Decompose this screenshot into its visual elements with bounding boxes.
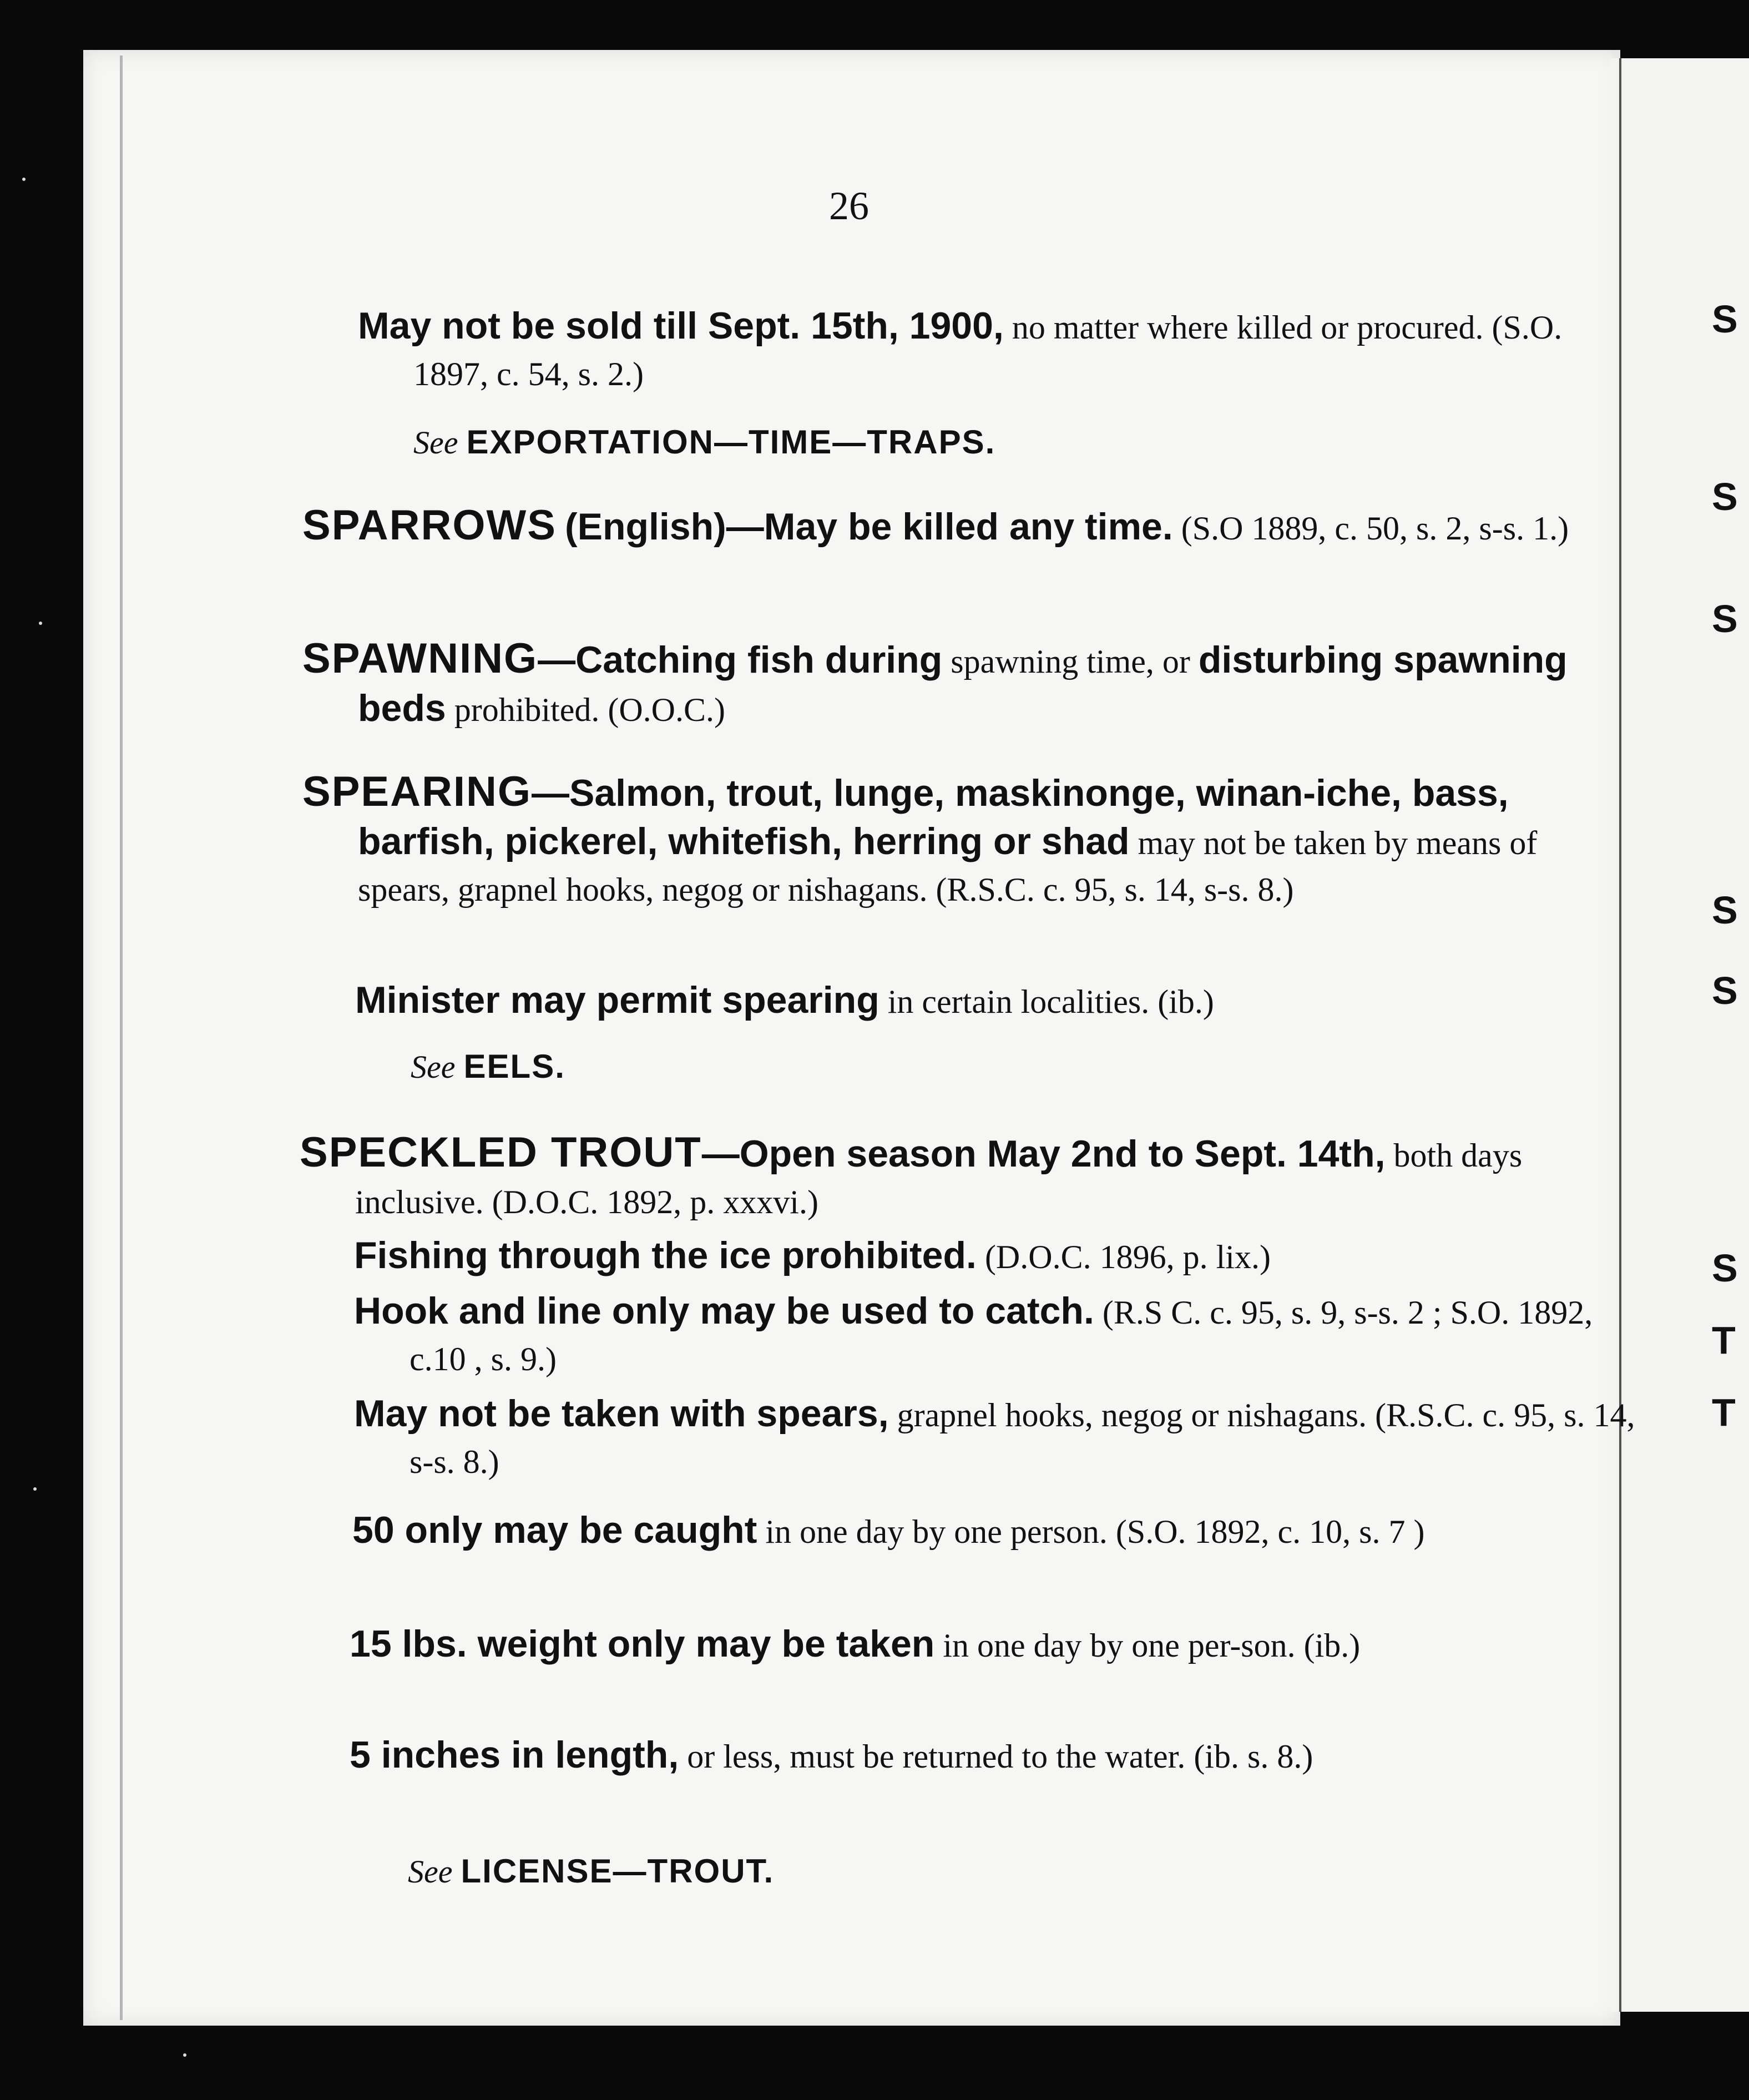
entry-bold-text: disturbing spawning beds (358, 639, 1568, 729)
entry-may-not-be-sold (302, 302, 1637, 397)
see-reference (413, 419, 1523, 466)
entry-body-text: grapnel hooks, negog or nishagans. (888, 1397, 1367, 1433)
entry-bold-text: —Open season May 2nd to Sept. 14th, (701, 1133, 1386, 1175)
scan-speck (39, 622, 42, 625)
entry-body-text: spawning time, or (942, 643, 1199, 680)
entry-spearing (247, 769, 1637, 913)
entry-bold-text: Hook and line only may be used to catch. (354, 1290, 1094, 1332)
facing-page-letter: S (1712, 597, 1739, 640)
entry-bold-text: —Catching fish during (538, 639, 943, 681)
entry-body-text: both days inclusive. (355, 1137, 1523, 1220)
entry-heading: SPEARING (302, 768, 532, 815)
see-reference (411, 1043, 1520, 1091)
entry-body-text: in one day by one person. (757, 1513, 1108, 1550)
entry-heading: SPARROWS (302, 502, 557, 549)
entry-fifteen-lbs (294, 1621, 1637, 1669)
page-number: 26 (829, 184, 869, 228)
entry-heading: SPAWNING (302, 635, 538, 682)
entry-fishing-through-ice (354, 1232, 1525, 1280)
facing-page-letter: T (1712, 1319, 1737, 1362)
entry-bold-text: 50 only may be caught (352, 1509, 757, 1551)
entry-citation: (D.O.C. 1892, p. xxxvi.) (492, 1184, 818, 1220)
cross-reference: EELS. (463, 1048, 565, 1085)
entry-five-inches (294, 1732, 1637, 1780)
scan-speck (22, 178, 26, 181)
entry-bold-text: May not be taken with spears, (354, 1392, 889, 1435)
entry-citation: (ib.) (1303, 1627, 1361, 1664)
entry-not-with-spears (299, 1390, 1636, 1485)
facing-page-letter: S (1712, 969, 1739, 1012)
entry-bold-text: May not be sold till Sept. 15th, 1900, (358, 305, 1004, 347)
entry-body-text: in certain localities. (879, 983, 1150, 1020)
entry-body-text: in one day by one per-son. (934, 1627, 1296, 1664)
entry-citation: (O.O.C.) (608, 691, 725, 728)
facing-page-letter: S (1712, 889, 1739, 932)
entry-minister (355, 977, 1520, 1025)
see-label: See (411, 1049, 456, 1085)
entry-citation: (ib. s. 8.) (1194, 1738, 1313, 1775)
entry-citation: (S.O. 1897, c. 54, s. 2.) (413, 309, 1563, 392)
entry-fifty-only (297, 1507, 1637, 1555)
scan-speck (183, 2053, 186, 2057)
scan-speck (33, 1487, 37, 1491)
cross-reference: EXPORTATION—TIME—TRAPS. (466, 423, 996, 461)
facing-page-letter: T (1712, 1391, 1737, 1434)
cross-reference: LICENSE—TROUT. (461, 1852, 775, 1890)
entry-bold-text: 15 lbs. weight only may be taken (350, 1623, 935, 1665)
entry-body-text: may not be taken by means of spears, grapnel hooks, negog or nishagans. (358, 825, 1538, 908)
entry-citation: (S.O. 1892, c. 10, s. 7 ) (1115, 1513, 1425, 1550)
entry-citation: (ib.) (1157, 983, 1214, 1020)
entry-bold-text: (English)—May be killed any time. (564, 506, 1173, 548)
entry-body-text: prohibited. (446, 691, 600, 728)
entry-bold-text: Minister may permit spearing (355, 979, 879, 1021)
facing-page-letter: S (1712, 475, 1739, 518)
entry-speckled-trout (244, 1129, 1637, 1225)
entry-citation: (S.O 1889, c. 50, s. 2, s-s. 1.) (1181, 510, 1569, 547)
entry-sparrows (247, 502, 1637, 552)
entry-hook-and-line (299, 1288, 1636, 1382)
see-label: See (408, 1854, 453, 1890)
see-label: See (413, 425, 458, 461)
facing-page-letter: S (1712, 1246, 1739, 1290)
entry-body-text: or less, must be returned to the water. (679, 1738, 1186, 1775)
facing-page-letter: S (1712, 297, 1739, 341)
entry-citation: (R.S.C. c. 95, s. 14, s-s. 8.) (936, 871, 1294, 908)
entry-body-text: no matter where killed or procured. (1003, 309, 1484, 346)
entry-bold-text: 5 inches in length, (350, 1734, 679, 1776)
entry-bold-text: —Salmon, trout, lunge, maskinonge, winan-iche, bass, barfish, pickerel, whitefish, herring or shad (358, 772, 1509, 862)
see-reference (408, 1848, 1518, 1895)
entry-citation: (D.O.C. 1896, p. lix.) (984, 1239, 1271, 1275)
entry-spawning (247, 635, 1637, 733)
entry-citation: (R.S.C. c. 95, s. 14, s-s. 8.) (410, 1397, 1635, 1480)
entry-citation: (R.S C. c. 95, s. 9, s-s. 2 ; S.O. 1892, c.10 , s. 9.) (410, 1294, 1593, 1377)
entry-bold-text: Fishing through the ice prohibited. (354, 1234, 977, 1276)
entry-heading: SPECKLED TROUT (300, 1129, 702, 1176)
